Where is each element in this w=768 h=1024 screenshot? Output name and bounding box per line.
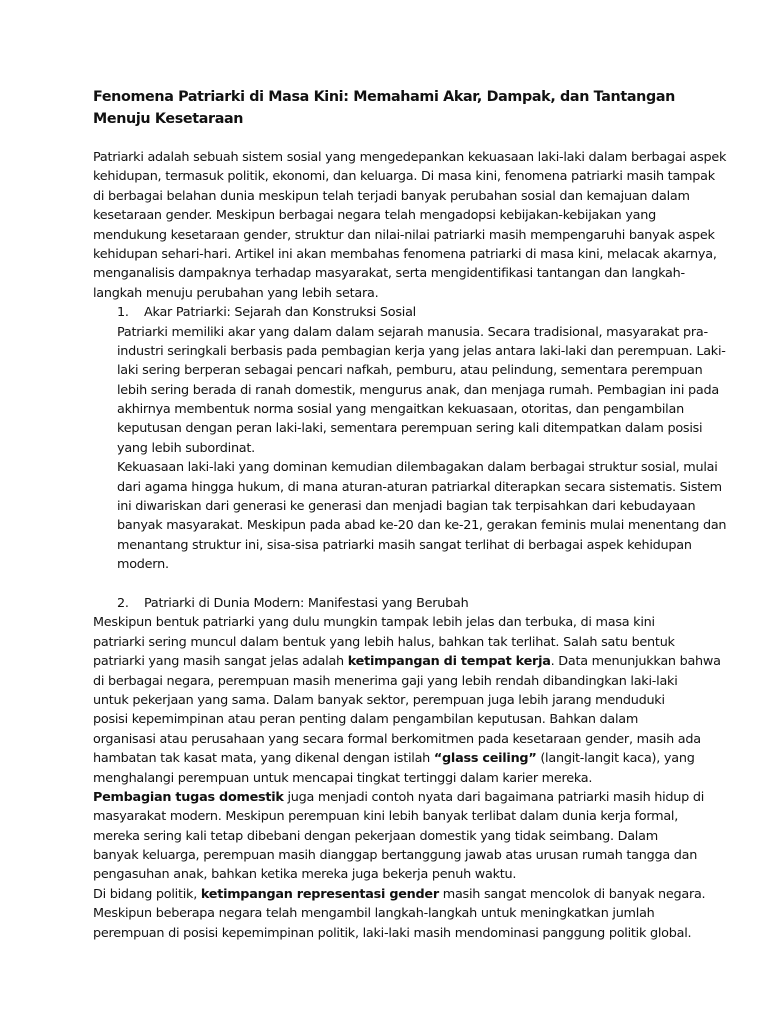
- text-line: posisi kepemimpinan atau peran penting dalam pengambilan keputusan. Bahkan dalam: [93, 712, 639, 728]
- text-line: keputusan dengan peran laki-laki, sementara perempuan sering kali ditempatkan dalam posisi: [117, 421, 703, 437]
- text-line: perempuan di posisi kepemimpinan politik, laki-laki masih mendominasi panggung politik global.: [93, 925, 692, 941]
- text-segment: patriarki yang masih sangat jelas adalah: [93, 654, 348, 670]
- text-line: kehidupan sehari-hari. Artikel ini akan membahas fenomena patriarki di masa kini, melacak akarnya,: [93, 246, 717, 262]
- paragraph-spacer: [93, 575, 726, 594]
- text-line: laki sering berperan sebagai pencari nafkah, pemburu, atau pelindung, sementara perempuan: [117, 363, 703, 379]
- bold-term: “glass ceiling”: [433, 751, 537, 767]
- text-segment: (langit-langit kaca), yang: [536, 751, 695, 767]
- bold-term: Pembagian tugas domestik: [93, 789, 284, 805]
- text-segment: Di bidang politik,: [93, 886, 201, 902]
- text-line: untuk pekerjaan yang sama. Dalam banyak sektor, perempuan juga lebih jarang menduduki: [93, 692, 665, 708]
- text-line: menganalisis dampaknya terhadap masyarakat, serta mengidentifikasi tantangan dan langkah-: [93, 266, 685, 282]
- text-line: [93, 652, 726, 671]
- section-heading-text: Patriarki di Dunia Modern: Manifestasi yang Berubah: [144, 595, 469, 611]
- text-line: lebih sering berada di ranah domestik, mengurus anak, dan menjaga rumah. Pembagian ini pada: [117, 382, 719, 398]
- text-segment: . Data menunjukkan bahwa: [550, 654, 721, 670]
- text-line: banyak masyarakat. Meskipun pada abad ke-20 dan ke-21, gerakan feminis mulai menentang dan: [117, 518, 727, 534]
- text-line: di berbagai negara, perempuan masih menerima gaji yang lebih rendah dibandingkan laki-laki: [93, 673, 678, 689]
- text-line: industri seringkali berbasis pada pembagian kerja yang jelas antara laki-laki dan perempuan. Laki-: [117, 343, 726, 359]
- section-2: [93, 594, 726, 943]
- text-line: Kekuasaan laki-laki yang dominan kemudian dilembagakan dalam berbagai struktur sosial, mulai: [117, 460, 718, 476]
- text-segment: masih sangat mencolok di banyak negara.: [438, 886, 706, 902]
- text-line: [93, 885, 726, 904]
- text-line: mereka sering kali tetap dibebani dengan pekerjaan domestik yang tidak seimbang. Dalam: [93, 828, 658, 844]
- text-line: kehidupan, termasuk politik, ekonomi, dan keluarga. Di masa kini, fenomena patriarki masih tampak: [93, 169, 715, 185]
- bold-term: ketimpangan representasi gender: [200, 886, 439, 902]
- text-line: [93, 788, 726, 807]
- text-line: kesetaraan gender. Meskipun berbagai negara telah mengadopsi kebijakan-kebijakan yang: [93, 208, 656, 224]
- text-line: modern.: [117, 557, 169, 573]
- text-line: organisasi atau perusahaan yang secara formal berkomitmen pada kesetaraan gender, masih ada: [93, 731, 701, 747]
- text-line: mendukung kesetaraan gender, struktur dan nilai-nilai patriarki masih mempengaruhi banyak aspek: [93, 227, 715, 243]
- list-number: 1.: [117, 305, 129, 321]
- text-line: banyak keluarga, perempuan masih dianggap bertanggung jawab atas urusan rumah tangga dan: [93, 848, 698, 864]
- text-line: Meskipun bentuk patriarki yang dulu mungkin tampak lebih jelas dan terbuka, di masa kini: [93, 615, 655, 631]
- text-line: Meskipun beberapa negara telah mengambil langkah-langkah untuk meningkatkan jumlah: [93, 906, 655, 922]
- text-segment: juga menjadi contoh nyata dari bagaimana patriarki masih hidup di: [283, 789, 705, 805]
- text-line: yang lebih subordinat.: [117, 440, 255, 456]
- document-title: Fenomena Patriarki di Masa Kini: Memahami Akar, Dampak, dan Tantangan Menuju Kesetaraan: [93, 89, 675, 127]
- text-segment: hambatan tak kasat mata, yang dikenal dengan istilah: [93, 751, 434, 767]
- text-line: patriarki sering muncul dalam bentuk yang lebih halus, bahkan tak terlihat. Salah satu bentuk: [93, 634, 675, 650]
- text-line: pengasuhan anak, bahkan ketika mereka juga bekerja penuh waktu.: [93, 867, 517, 883]
- text-line: di berbagai belahan dunia meskipun telah terjadi banyak perubahan sosial dan kemajuan dalam: [93, 188, 690, 204]
- intro-paragraph: [93, 148, 726, 303]
- text-line: [93, 749, 726, 768]
- text-line: Patriarki adalah sebuah sistem sosial yang mengedepankan kekuasaan laki-laki dalam berbagai aspek: [93, 150, 727, 165]
- section-1: [93, 303, 726, 574]
- section-1-heading: [117, 303, 726, 322]
- text-line: langkah menuju perubahan yang lebih setara.: [93, 285, 379, 301]
- text-line: ini diwariskan dari generasi ke generasi dan menjadi bagian tak terpisahkan dari kebudayaan: [117, 499, 696, 515]
- text-line: menghalangi perempuan untuk mencapai tingkat tertinggi dalam karier mereka.: [93, 770, 593, 786]
- text-line: akhirnya membentuk norma sosial yang mengaitkan kekuasaan, otoritas, dan pengambilan: [117, 402, 684, 418]
- text-line: masyarakat modern. Meskipun perempuan kini lebih banyak terlibat dalam dunia kerja formal,: [93, 809, 679, 825]
- text-line: Patriarki memiliki akar yang dalam dalam sejarah manusia. Secara tradisional, masyarakat pra-: [117, 324, 708, 340]
- section-heading-text: Akar Patriarki: Sejarah dan Konstruksi Sosial: [144, 305, 416, 321]
- bold-term: ketimpangan di tempat kerja: [347, 654, 551, 670]
- text-line: dari agama hingga hukum, di mana aturan-aturan patriarkal diterapkan secara sistematis. Sistem: [117, 479, 722, 495]
- list-number: 2.: [117, 595, 129, 611]
- section-2-heading: [93, 594, 726, 613]
- document-body: [93, 148, 726, 943]
- text-line: menantang struktur ini, sisa-sisa patriarki masih sangat terlihat di berbagai aspek kehidupan: [117, 537, 692, 553]
